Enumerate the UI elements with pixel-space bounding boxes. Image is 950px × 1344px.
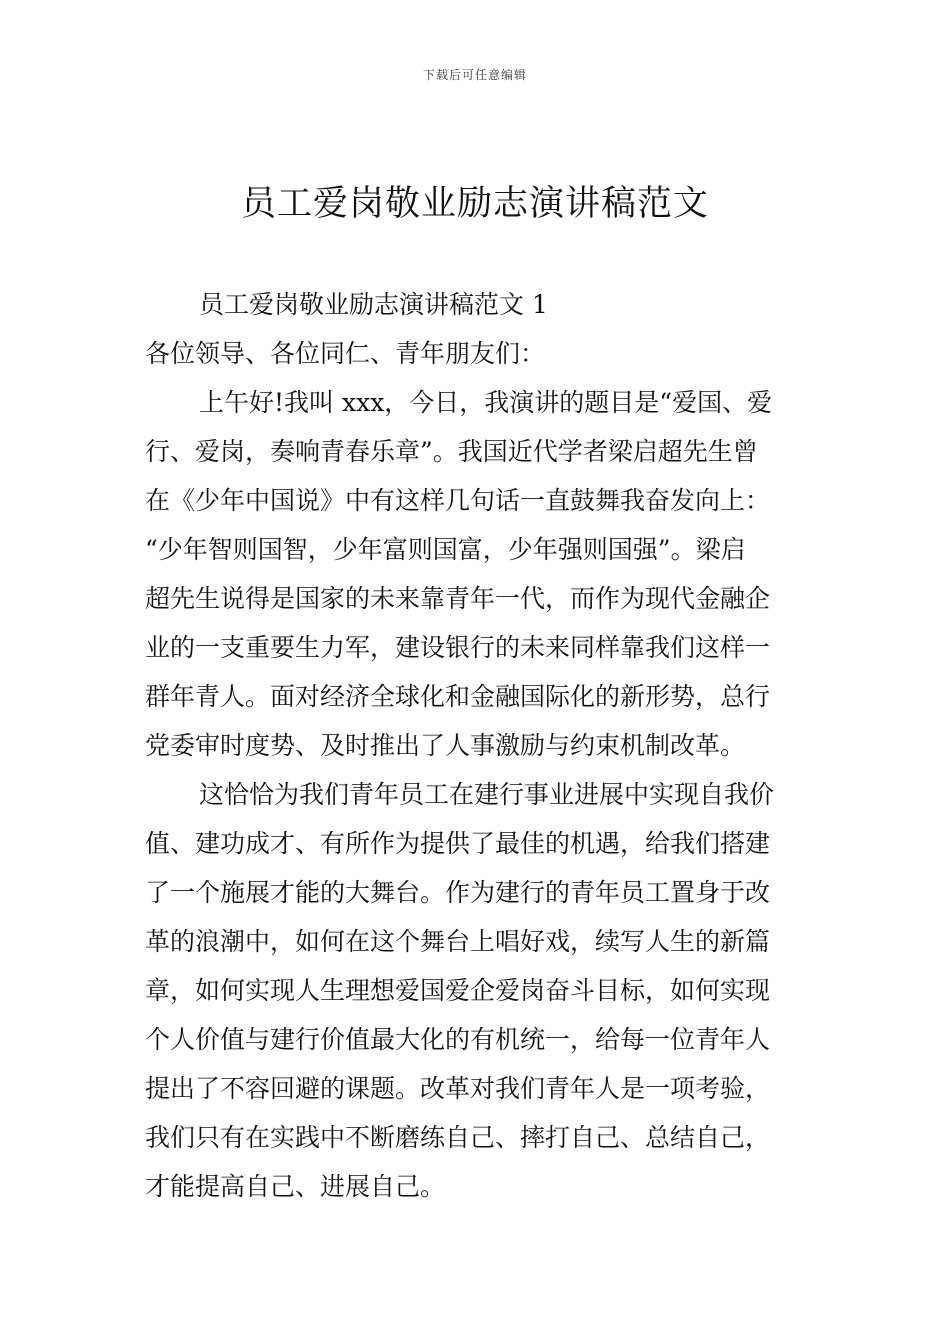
- paragraph-1: [145, 378, 810, 770]
- salutation: 各位领导、各位同仁、青年朋友们：: [145, 339, 546, 368]
- paragraph-line: 我们只有在实践中不断磨练自己、摔打自己、总结自己，: [145, 1123, 771, 1152]
- paragraph-line: 超先生说得是国家的未来靠青年一代，而作为现代金融企: [145, 584, 771, 613]
- paragraph-line: 党委审时度势、及时推出了人事激励与约束机制改革。: [145, 731, 746, 760]
- paragraph-line: 才能提高自己、进展自己。: [145, 1172, 446, 1201]
- paragraph-line: 革的浪潮中，如何在这个舞台上唱好戏，续写人生的新篇: [145, 927, 771, 956]
- paragraph-line: 行、爱岗，奏响青春乐章”。我国近代学者梁启超先生曾: [145, 437, 758, 466]
- paragraph-line: 这恰恰为我们青年员工在建行事业进展中实现自我价: [199, 780, 775, 809]
- document-title: 员工爱岗敬业励志演讲稿范文: [240, 184, 709, 224]
- header-note: 下载后可任意编辑: [422, 68, 527, 82]
- paragraph-line: 在《少年中国说》中有这样几句话一直鼓舞我奋发向上：: [145, 486, 771, 515]
- paragraph-line: 群年青人。面对经济全球化和金融国际化的新形势，总行: [145, 682, 771, 711]
- section-subtitle: 员工爱岗敬业励志演讲稿范文 1: [199, 290, 548, 319]
- paragraph-line: 章，如何实现人生理想爱国爱企爱岗奋斗目标，如何实现: [145, 976, 771, 1005]
- paragraph-line: “少年智则国智，少年富则国富，少年强则国强”。梁启: [145, 535, 746, 564]
- paragraph-line: 值、建功成才、有所作为提供了最佳的机遇，给我们搭建: [145, 829, 771, 858]
- document-body: [145, 280, 810, 1211]
- paragraph-line: 上午好!我叫 xxx，今日，我演讲的题目是“爱国、爱: [199, 388, 773, 417]
- paragraph-line: 提出了不容回避的课题。改革对我们青年人是一项考验，: [145, 1074, 771, 1103]
- paragraph-line: 个人价值与建行价值最大化的有机统一，给每一位青年人: [145, 1025, 771, 1054]
- paragraph-line: 了一个施展才能的大舞台。作为建行的青年员工置身于改: [145, 878, 771, 907]
- paragraph-line: 业的一支重要生力军，建设银行的未来同样靠我们这样一: [145, 633, 771, 662]
- paragraph-2: [145, 770, 810, 1211]
